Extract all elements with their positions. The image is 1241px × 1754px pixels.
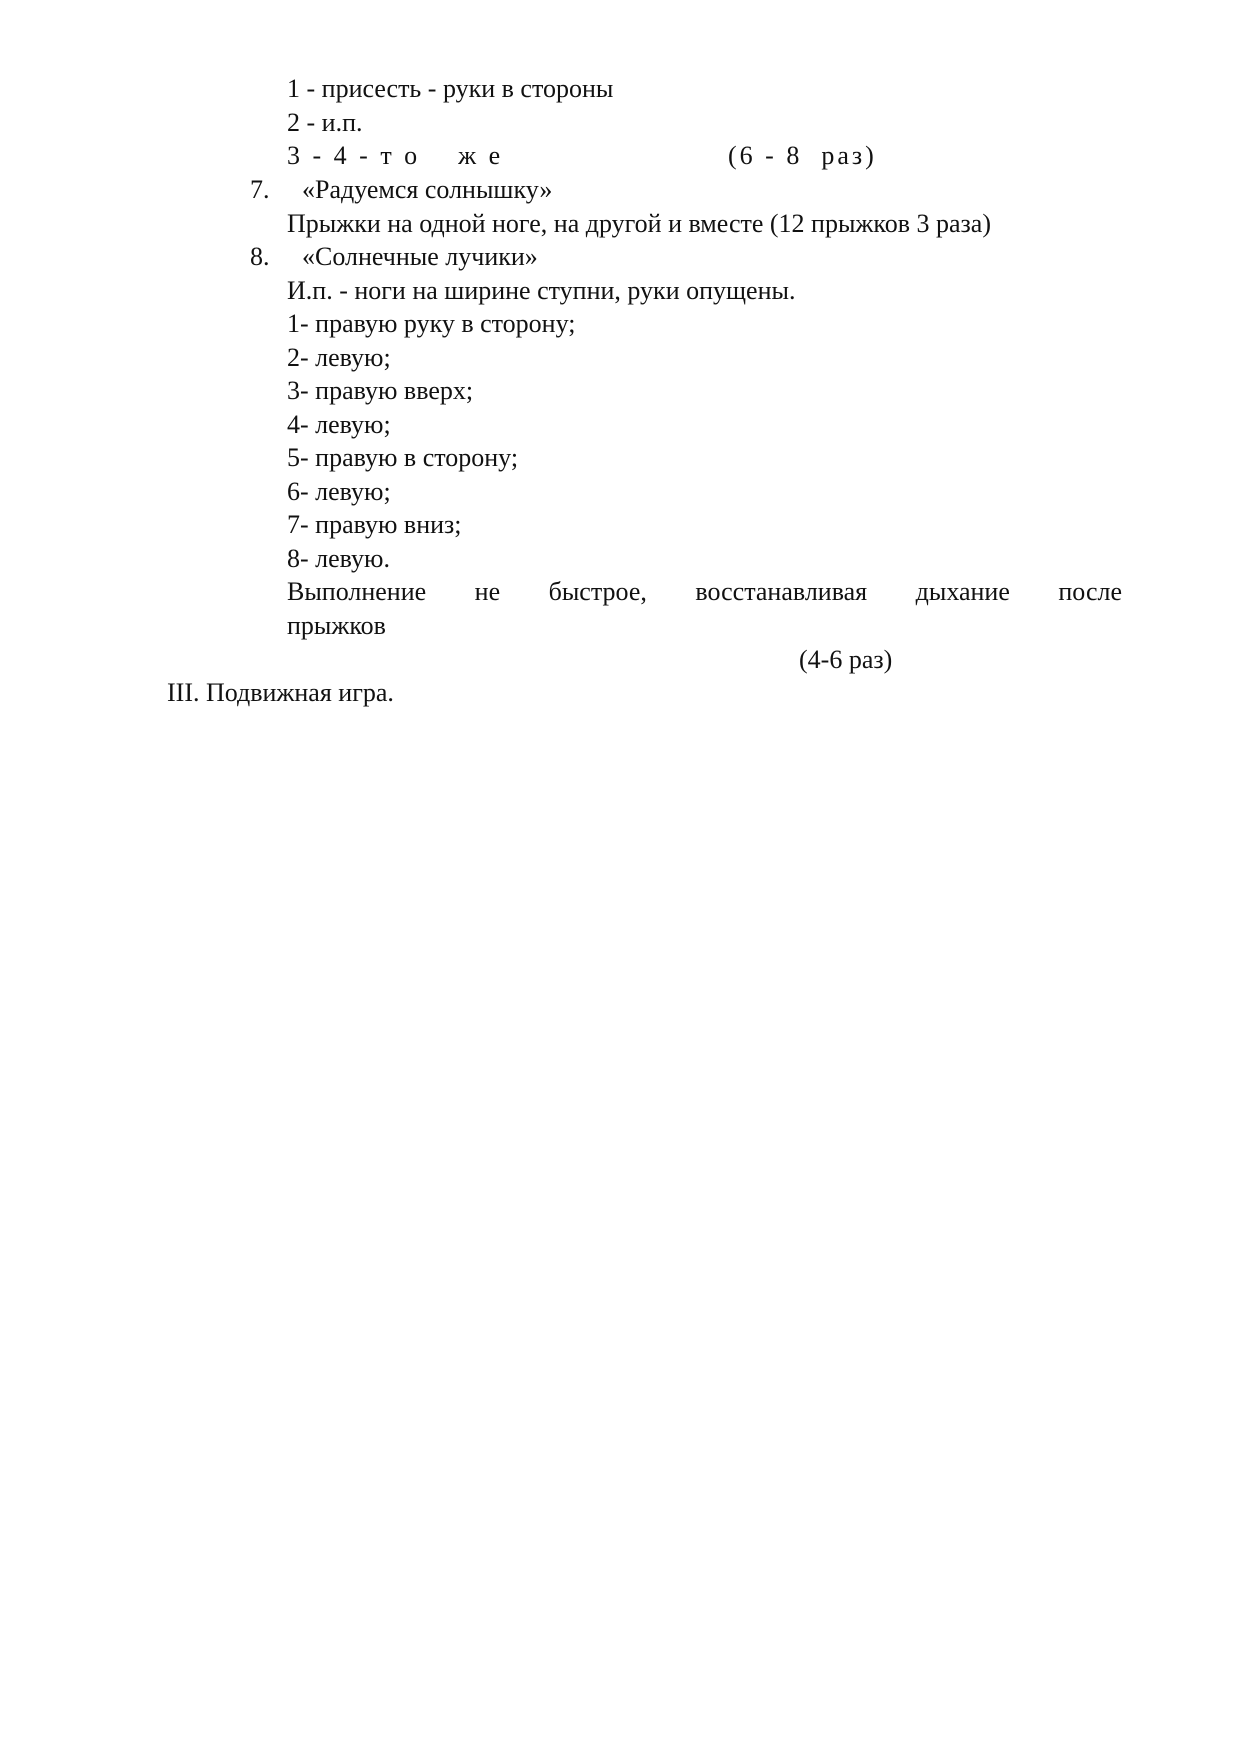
step-2: 2 - и.п.: [287, 108, 363, 137]
step-line-4: 4- левую;: [287, 410, 391, 439]
execution-note-line-1: Выполнение не быстрое, восстанавливая дыхание после: [287, 577, 1122, 606]
step-line-7: 7- правую вниз;: [287, 510, 462, 539]
repeat-count: (6 - 8 раз): [728, 141, 877, 170]
step-3-4: 3 - 4 - т о ж е: [287, 141, 504, 170]
step-1: 1 - присесть - руки в стороны: [287, 74, 614, 103]
execution-note-line-2: прыжков: [287, 611, 386, 640]
initial-position: И.п. - ноги на ширине ступни, руки опущены.: [287, 276, 796, 305]
step-line-5: 5- правую в сторону;: [287, 443, 519, 472]
repeat-count-2: (4-6 раз): [799, 645, 893, 674]
step-line-6: 6- левую;: [287, 477, 391, 506]
item-number-7: 7.: [250, 175, 270, 204]
step-line-8: 8- левую.: [287, 544, 390, 573]
item-title-7: «Радуемся солнышку»: [302, 175, 553, 204]
section-heading-3: III. Подвижная игра.: [167, 678, 394, 707]
step-line-3: 3- правую вверх;: [287, 376, 474, 405]
step-line-2: 2- левую;: [287, 343, 391, 372]
item-number-8: 8.: [250, 242, 270, 271]
item-text-7: Прыжки на одной ноге, на другой и вместе (12 прыжков 3 раза): [287, 209, 991, 238]
item-title-8: «Солнечные лучики»: [302, 242, 538, 271]
step-line-1: 1- правую руку в сторону;: [287, 309, 576, 338]
